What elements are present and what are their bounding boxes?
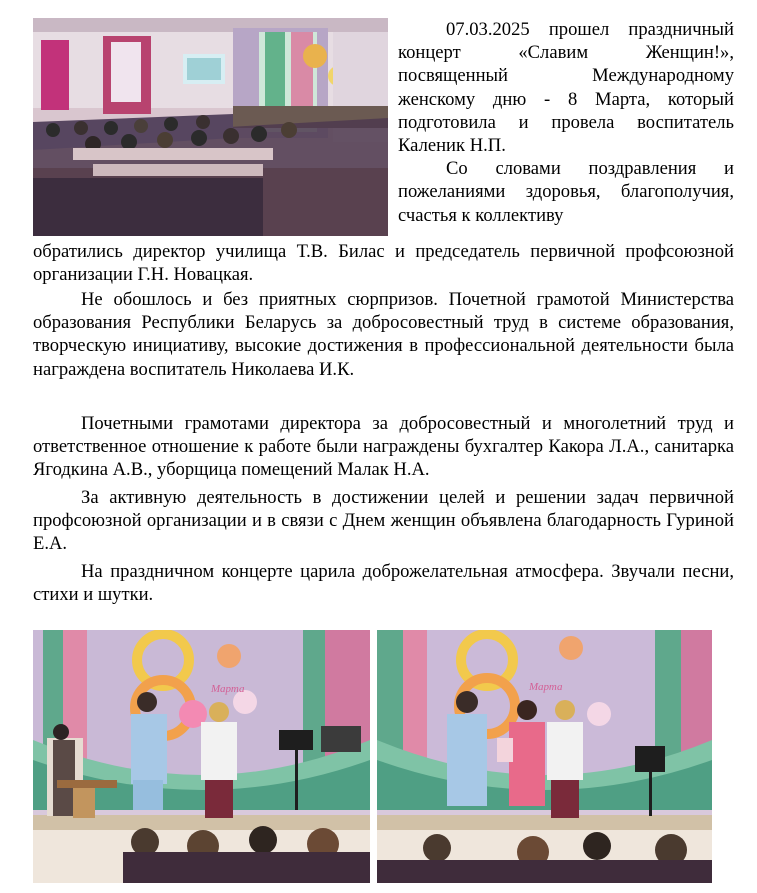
paragraph-greetings-end: обратились директор училища Т.В. Билас и председатель первичной профсоюзной организации Г.Н. Новацкая. (33, 241, 734, 286)
paragraph-concert-intro: 07.03.2025 прошел праздничный концерт «Славим Женщин!», посвященный Международному женскому дню - 8 Марта, который подготовила и провела воспитатель Каленик Н.П. (398, 19, 734, 157)
stage-banner-text-2: Марта (529, 681, 563, 693)
photo-award-ceremony (377, 630, 712, 883)
paragraph-ministry-award: Не обошлось и без приятных сюрпризов. Почетной грамотой Министерства образования Республики Беларусь за добросовестный труд в системе образования, творческую инициативу, высокие достижения в профессиональной деятельности была награждена воспитатель Николаева И.К. (33, 289, 734, 380)
concert-hall-image (33, 18, 388, 236)
paragraph-director-awards: Почетными грамотами директора за добросовестный и многолетний труд и ответственное отношение к работе были награждены бухгалтер Какора Л.А., санитарка Ягодкина А.В., уборщица помещений Малак Н.А. (33, 413, 734, 481)
text-block-director-awards (33, 412, 734, 482)
speech-on-stage-image (33, 630, 370, 883)
stage-banner-text: Марта (211, 683, 245, 695)
photo-concert-hall (33, 18, 388, 236)
paragraph-greetings-start: Со словами поздравления и пожеланиями здоровья, благополучия, счастья к коллективу (398, 158, 734, 226)
award-ceremony-image (377, 630, 712, 883)
text-block-ministry-award (33, 288, 734, 381)
photo-speech-on-stage (33, 630, 370, 883)
paragraph-atmosphere: На праздничном концерте царила доброжелательная атмосфера. Звучали песни, стихи и шутки. (33, 561, 734, 606)
text-block-atmosphere (33, 560, 734, 606)
wrapped-text-column (398, 18, 734, 227)
paragraph-gratitude: За активную деятельность в достижении целей и решении задач первичной профсоюзной организации и в связи с Днем женщин объявлена благодарность Гуриной Е.А. (33, 487, 734, 555)
text-block-greetings-end (33, 240, 734, 286)
text-block-gratitude (33, 486, 734, 556)
